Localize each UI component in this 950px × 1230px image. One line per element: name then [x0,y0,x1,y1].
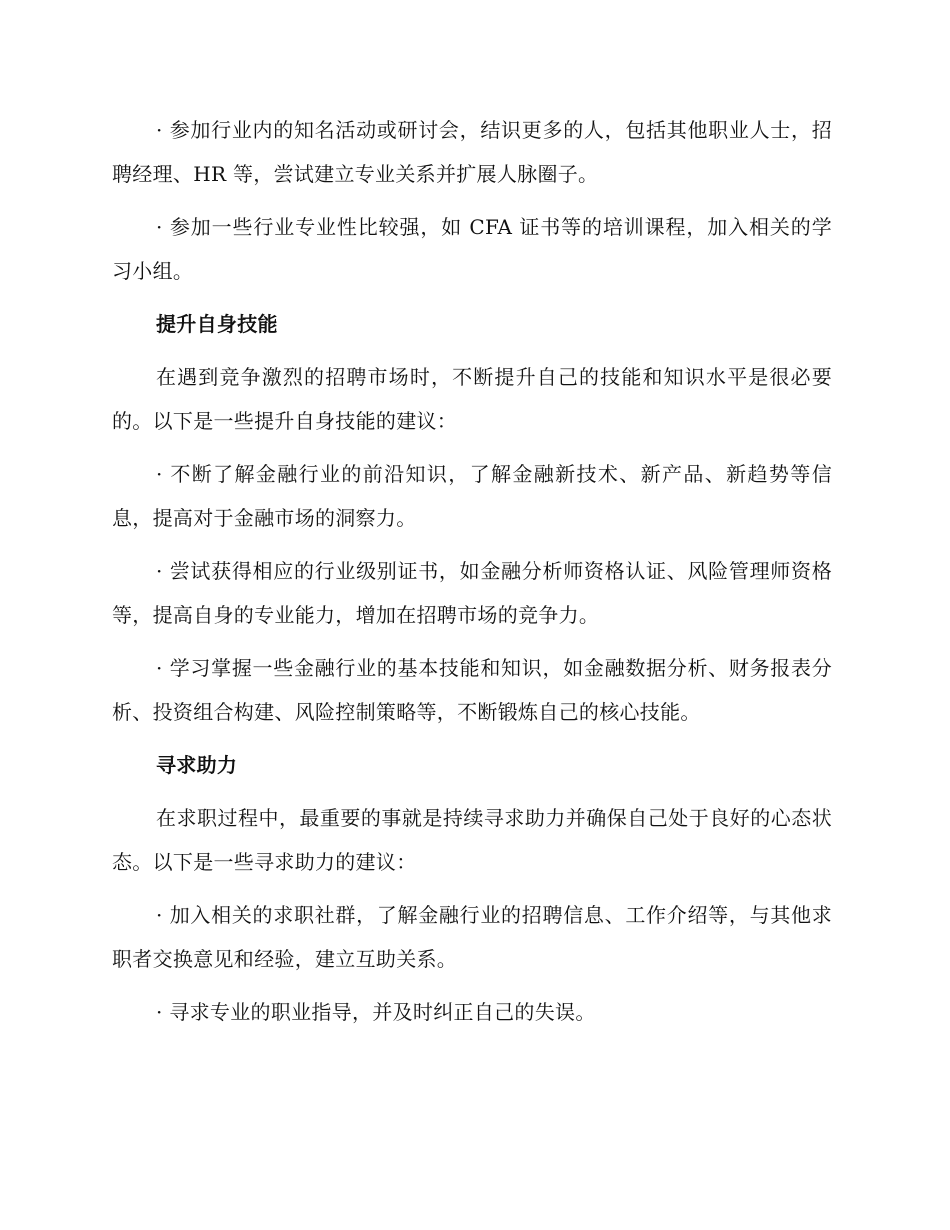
document-body [112,108,832,1043]
intro-paragraph-seek-help: 在求职过程中，最重要的事就是持续寻求助力并确保自己处于良好的心态状态。以下是一些寻求助力的建议： [112,806,832,874]
section-heading-improve-skills: 提升自身技能 [156,312,278,336]
bullet-paragraph-certificates: · 尝试获得相应的行业级别证书，如金融分析师资格认证、风险管理师资格等，提高自身的专业能力，增加在招聘市场的竞争力。 [112,559,832,627]
bullet-paragraph-core-skills: · 学习掌握一些金融行业的基本技能和知识，如金融数据分析、财务报表分析、投资组合构建、风险控制策略等，不断锻炼自己的核心技能。 [112,656,832,724]
bullet-paragraph-job-communities: · 加入相关的求职社群，了解金融行业的招聘信息、工作介绍等，与其他求职者交换意见和经验，建立互助关系。 [112,903,832,971]
section-heading-seek-help: 寻求助力 [156,753,238,777]
bullet-paragraph-industry-knowledge: · 不断了解金融行业的前沿知识，了解金融新技术、新产品、新趋势等信息，提高对于金融市场的洞察力。 [112,462,832,530]
bullet-paragraph-career-guidance: · 寻求专业的职业指导，并及时纠正自己的失误。 [156,1000,596,1024]
bullet-paragraph-training-courses: · 参加一些行业专业性比较强，如 CFA 证书等的培训课程，加入相关的学习小组。 [112,215,832,283]
intro-paragraph-improve-skills: 在遇到竞争激烈的招聘市场时，不断提升自己的技能和知识水平是很必要的。以下是一些提升自身技能的建议： [112,365,832,433]
bullet-paragraph-networking-events: · 参加行业内的知名活动或研讨会，结识更多的人，包括其他职业人士，招聘经理、HR 等，尝试建立专业关系并扩展人脉圈子。 [112,118,832,186]
